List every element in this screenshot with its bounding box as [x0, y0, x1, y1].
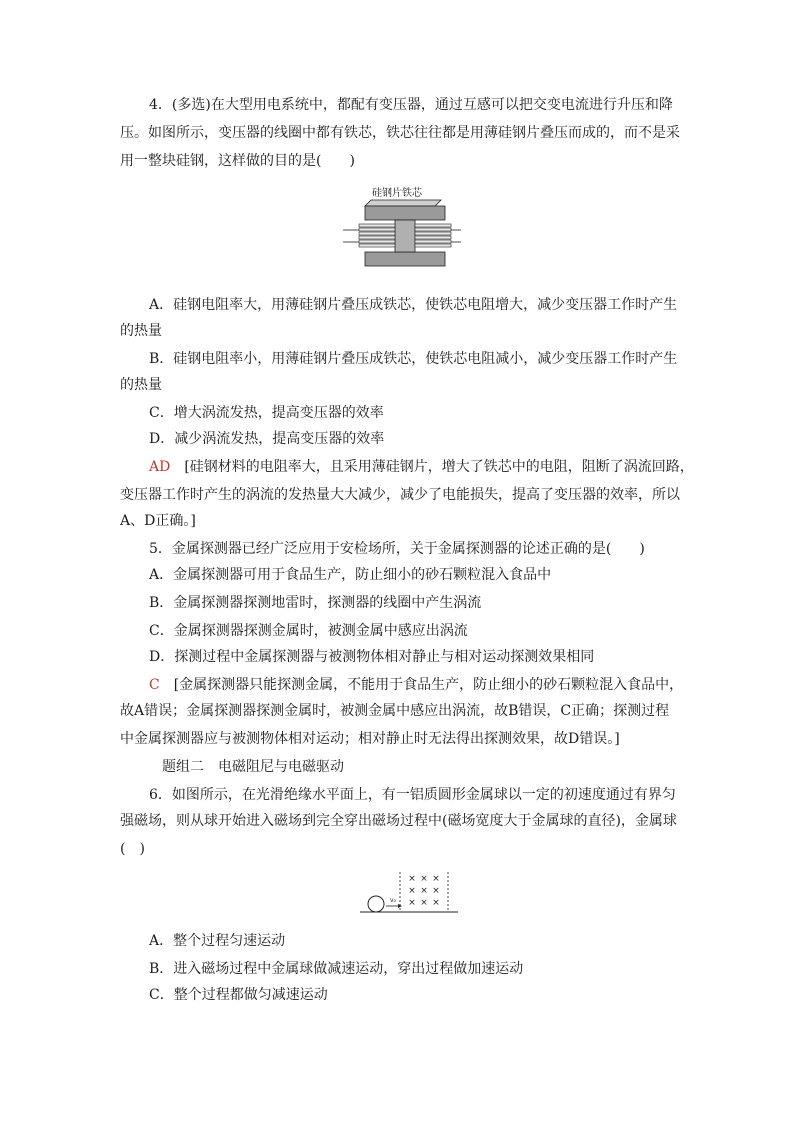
q4-stem-line-1: 4．(多选)在大型用电系统中，都配有变压器，通过互感可以把交变电流进行升压和降: [149, 97, 673, 113]
q4-option-d: D．减少涡流发热，提高变压器的效率: [149, 431, 385, 447]
q5-explanation-line-3: 中金属探测器应与被测物体相对运动；相对静止时无法得出探测效果，故D错误。]: [120, 731, 620, 747]
q6-option-b: B．进入磁场过程中金属球做减速运动，穿出过程做加速运动: [149, 961, 524, 977]
velocity-label: v₀: [390, 897, 396, 904]
metal-ball: [368, 896, 384, 912]
q5-explanation-text-1: [金属探测器只能探测金属，不能用于食品生产，防止细小的砂石颗粒混入食品中，: [159, 677, 684, 693]
transformer-core-figure: [355, 198, 445, 274]
q4-option-b-line-2: 的热量: [120, 377, 162, 393]
q5-stem: 5．金属探测器已经广泛应用于安检场所，关于金属探测器的论述正确的是( ): [149, 541, 645, 557]
section-heading: 题组二 电磁阻尼与电磁驱动: [162, 759, 344, 775]
q4-explanation-line-2: 变压器工作时产生的涡流的发热量大大减少，减少了电能损失，提高了变压器的效率，所以: [120, 487, 680, 503]
q5-option-c: C．金属探测器探测金属时，被测金属中感应出涡流: [149, 623, 468, 639]
field-cross: ×: [408, 874, 416, 884]
q4-option-a-line-1: A．硅钢电阻率大，用薄硅钢片叠压成铁芯，使铁芯电阻增大，减少变压器工作时产生: [149, 297, 678, 313]
q5-option-b: B．金属探测器探测地雷时，探测器的线圈中产生涡流: [149, 595, 482, 611]
field-cross: ×: [432, 874, 440, 884]
field-cross: ×: [420, 874, 428, 884]
field-cross: ×: [432, 898, 440, 908]
field-cross: ×: [432, 886, 440, 896]
q5-option-d: D．探测过程中金属探测器与被测物体相对静止与相对运动探测效果相同: [149, 649, 595, 665]
q4-explanation-line-3: A、D正确。]: [120, 513, 196, 529]
q4-answer: AD: [149, 459, 171, 475]
q5-explanation-line-1: [149, 676, 709, 694]
q5-explanation-line-2: 故A错误；金属探测器探测金属时，被测金属中感应出涡流，故B错误，C正确；探测过程: [120, 703, 670, 719]
q6-stem-line-1: 6．如图所示，在光滑绝缘水平面上，有一铝质圆形金属球以一定的初速度通过有界匀: [149, 787, 676, 803]
q4-stem-line-3: 用一整块硅钢，这样做的目的是( ): [120, 153, 355, 169]
q6-option-c: C．整个过程都做匀减速运动: [149, 987, 328, 1003]
field-cross: ×: [420, 886, 428, 896]
q4-stem-line-2: 压。如图所示，变压器的线圈中都有铁芯，铁芯往往都是用薄硅钢片叠压而成的，而不是采: [120, 125, 680, 141]
q6-stem-line-3: ( ): [120, 841, 145, 857]
q4-explanation-line-1: [149, 458, 709, 476]
q4-option-c: C．增大涡流发热，提高变压器的效率: [149, 405, 384, 421]
q5-answer: C: [149, 677, 160, 693]
field-cross: ×: [408, 886, 416, 896]
q6-option-a: A．整个过程匀速运动: [149, 933, 286, 949]
magnetic-field-figure: [360, 868, 460, 918]
field-cross: ×: [420, 898, 428, 908]
q6-stem-line-2: 强磁场，则从球开始进入磁场到完全穿出磁场过程中(磁场宽度大于金属球的直径)，金属球: [120, 813, 677, 829]
q4-explanation-text-1: [硅钢材料的电阻率大，且采用薄硅钢片，增大了铁芯中的电阻，阻断了涡流回路，: [170, 459, 694, 475]
q5-option-a: A．金属探测器可用于食品生产，防止细小的砂石颗粒混入食品中: [149, 567, 552, 583]
q4-option-b-line-1: B．硅钢电阻率小，用薄硅钢片叠压成铁芯，使铁芯电阻减小，减少变压器工作时产生: [149, 351, 678, 367]
transformer-figure-label: 硅钢片铁芯: [372, 188, 422, 199]
field-cross: ×: [408, 898, 416, 908]
q4-option-a-line-2: 的热量: [120, 323, 162, 339]
